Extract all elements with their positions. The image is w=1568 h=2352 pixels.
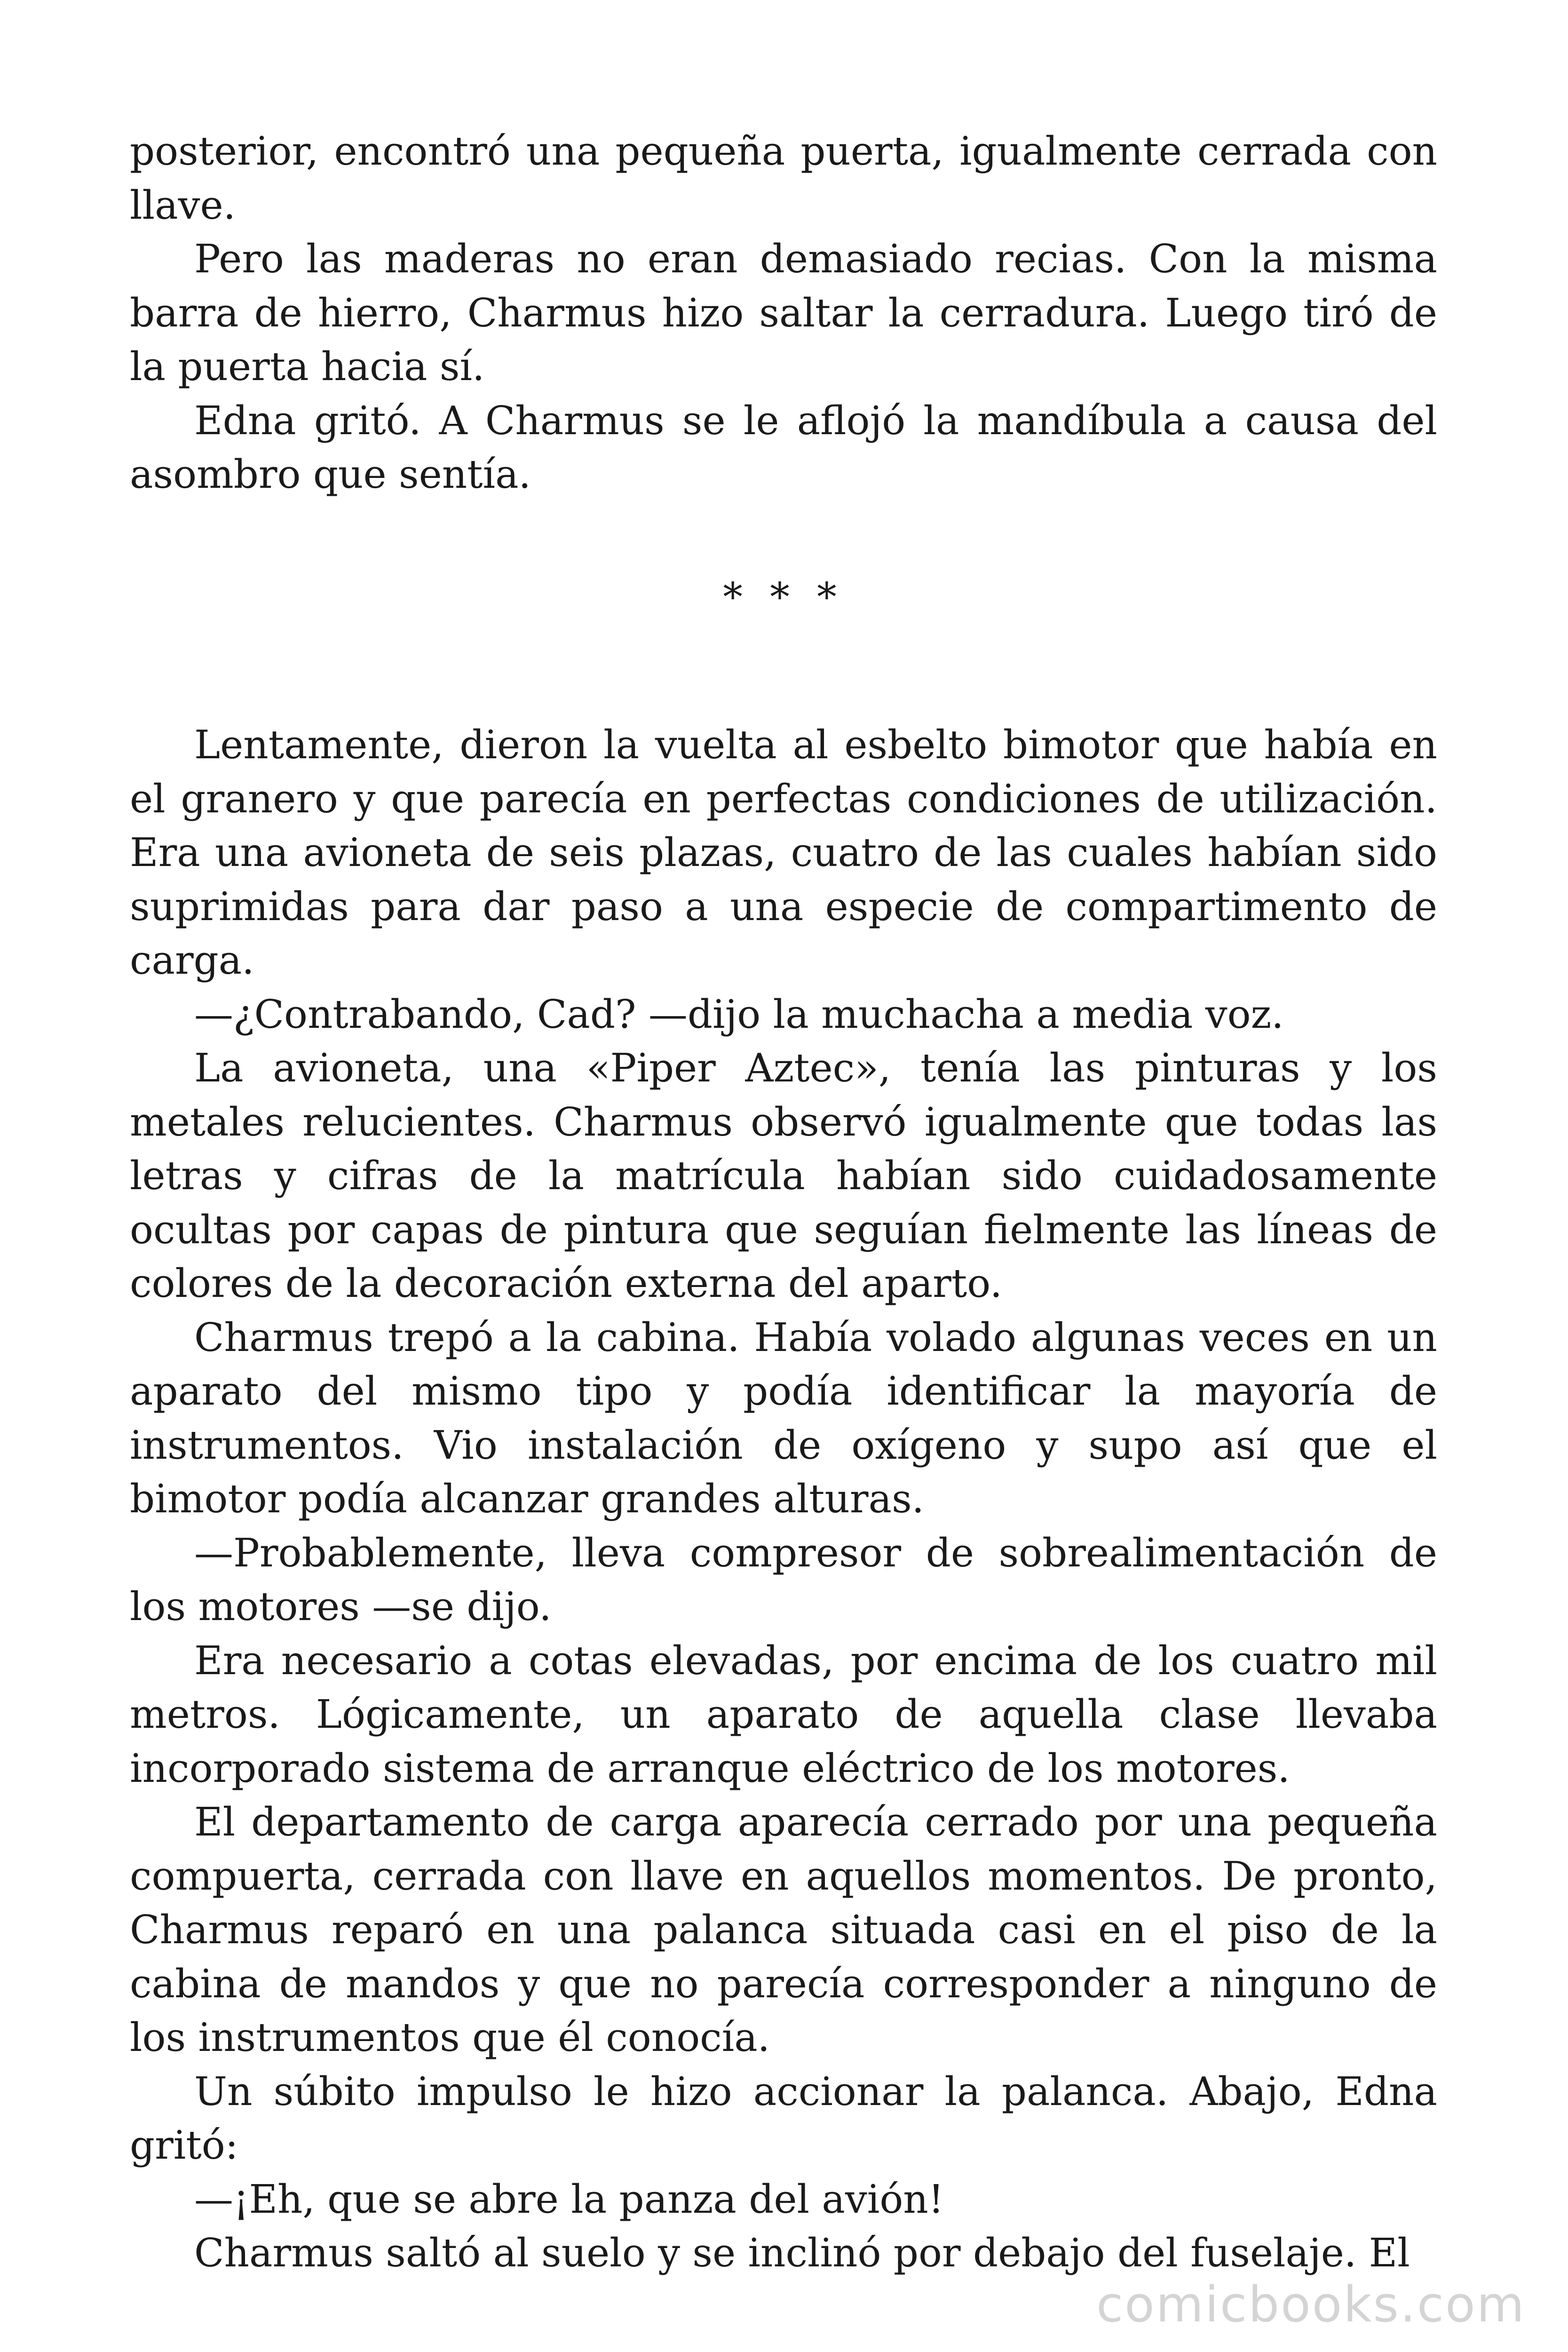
paragraph: La avioneta, una «Piper Aztec», tenía las pinturas y los metales relucientes. Charmus observó igualmente que todas las letras y cifras de la matrícula habían sido cuidadosamente ocultas por capas de pintura que seguían fielmente las líneas de colores de la decoración externa del aparto. xyxy=(130,1045,1437,1306)
paragraph: Lentamente, dieron la vuelta al esbelto bimotor que había en el granero y que parecía en perfectas condiciones de utilización. Era una avioneta de seis plazas, cuatro de las cuales habían sido suprimidas para dar paso a una especie de compartimento de carga. xyxy=(130,722,1437,983)
paragraph: Un súbito impulso le hizo accionar la palanca. Abajo, Edna gritó: xyxy=(130,2068,1437,2168)
dialogue-line: —¡Eh, que se abre la panza del avión! xyxy=(194,2176,944,2222)
paragraph: El departamento de carga aparecía cerrado por una pequeña compuerta, cerrada con llave en aquellos momentos. De pronto, Charmus reparó en una palanca situada casi en el piso de la cabina de mandos y que no parecía corresponder a ninguno de los instrumentos que él conocía. xyxy=(130,1799,1437,2060)
paragraph-continued: posterior, encontró una pequeña puerta, igualmente cerrada con llave. xyxy=(130,128,1437,228)
section-separator: * * * xyxy=(723,574,844,620)
paragraph: Edna gritó. A Charmus se le aflojó la mandíbula a causa del asombro que sentía. xyxy=(130,397,1437,497)
watermark: comicbooks.com xyxy=(1096,2276,1526,2333)
book-page xyxy=(130,125,1437,2280)
paragraph: Charmus saltó al suelo y se inclinó por debajo del fuselaje. El xyxy=(194,2230,1410,2276)
paragraph: Charmus trepó a la cabina. Había volado algunas veces en un aparato del mismo tipo y podía identificar la mayoría de instrumentos. Vio instalación de oxígeno y supo así que el bimotor podía alcanzar grandes alturas. xyxy=(130,1314,1437,1522)
dialogue-line: —¿Contrabando, Cad? —dijo la muchacha a media voz. xyxy=(194,991,1284,1037)
paragraph: Pero las maderas no eran demasiado recias. Con la misma barra de hierro, Charmus hizo saltar la cerradura. Luego tiró de la puerta hacia sí. xyxy=(130,236,1437,389)
paragraph: Era necesario a cotas elevadas, por encima de los cuatro mil metros. Lógicamente, un aparato de aquella clase llevaba incorporado sistema de arranque eléctrico de los motores. xyxy=(130,1637,1437,1791)
dialogue-line: —Probablemente, lleva compresor de sobrealimentación de los motores —se dijo. xyxy=(130,1530,1437,1629)
